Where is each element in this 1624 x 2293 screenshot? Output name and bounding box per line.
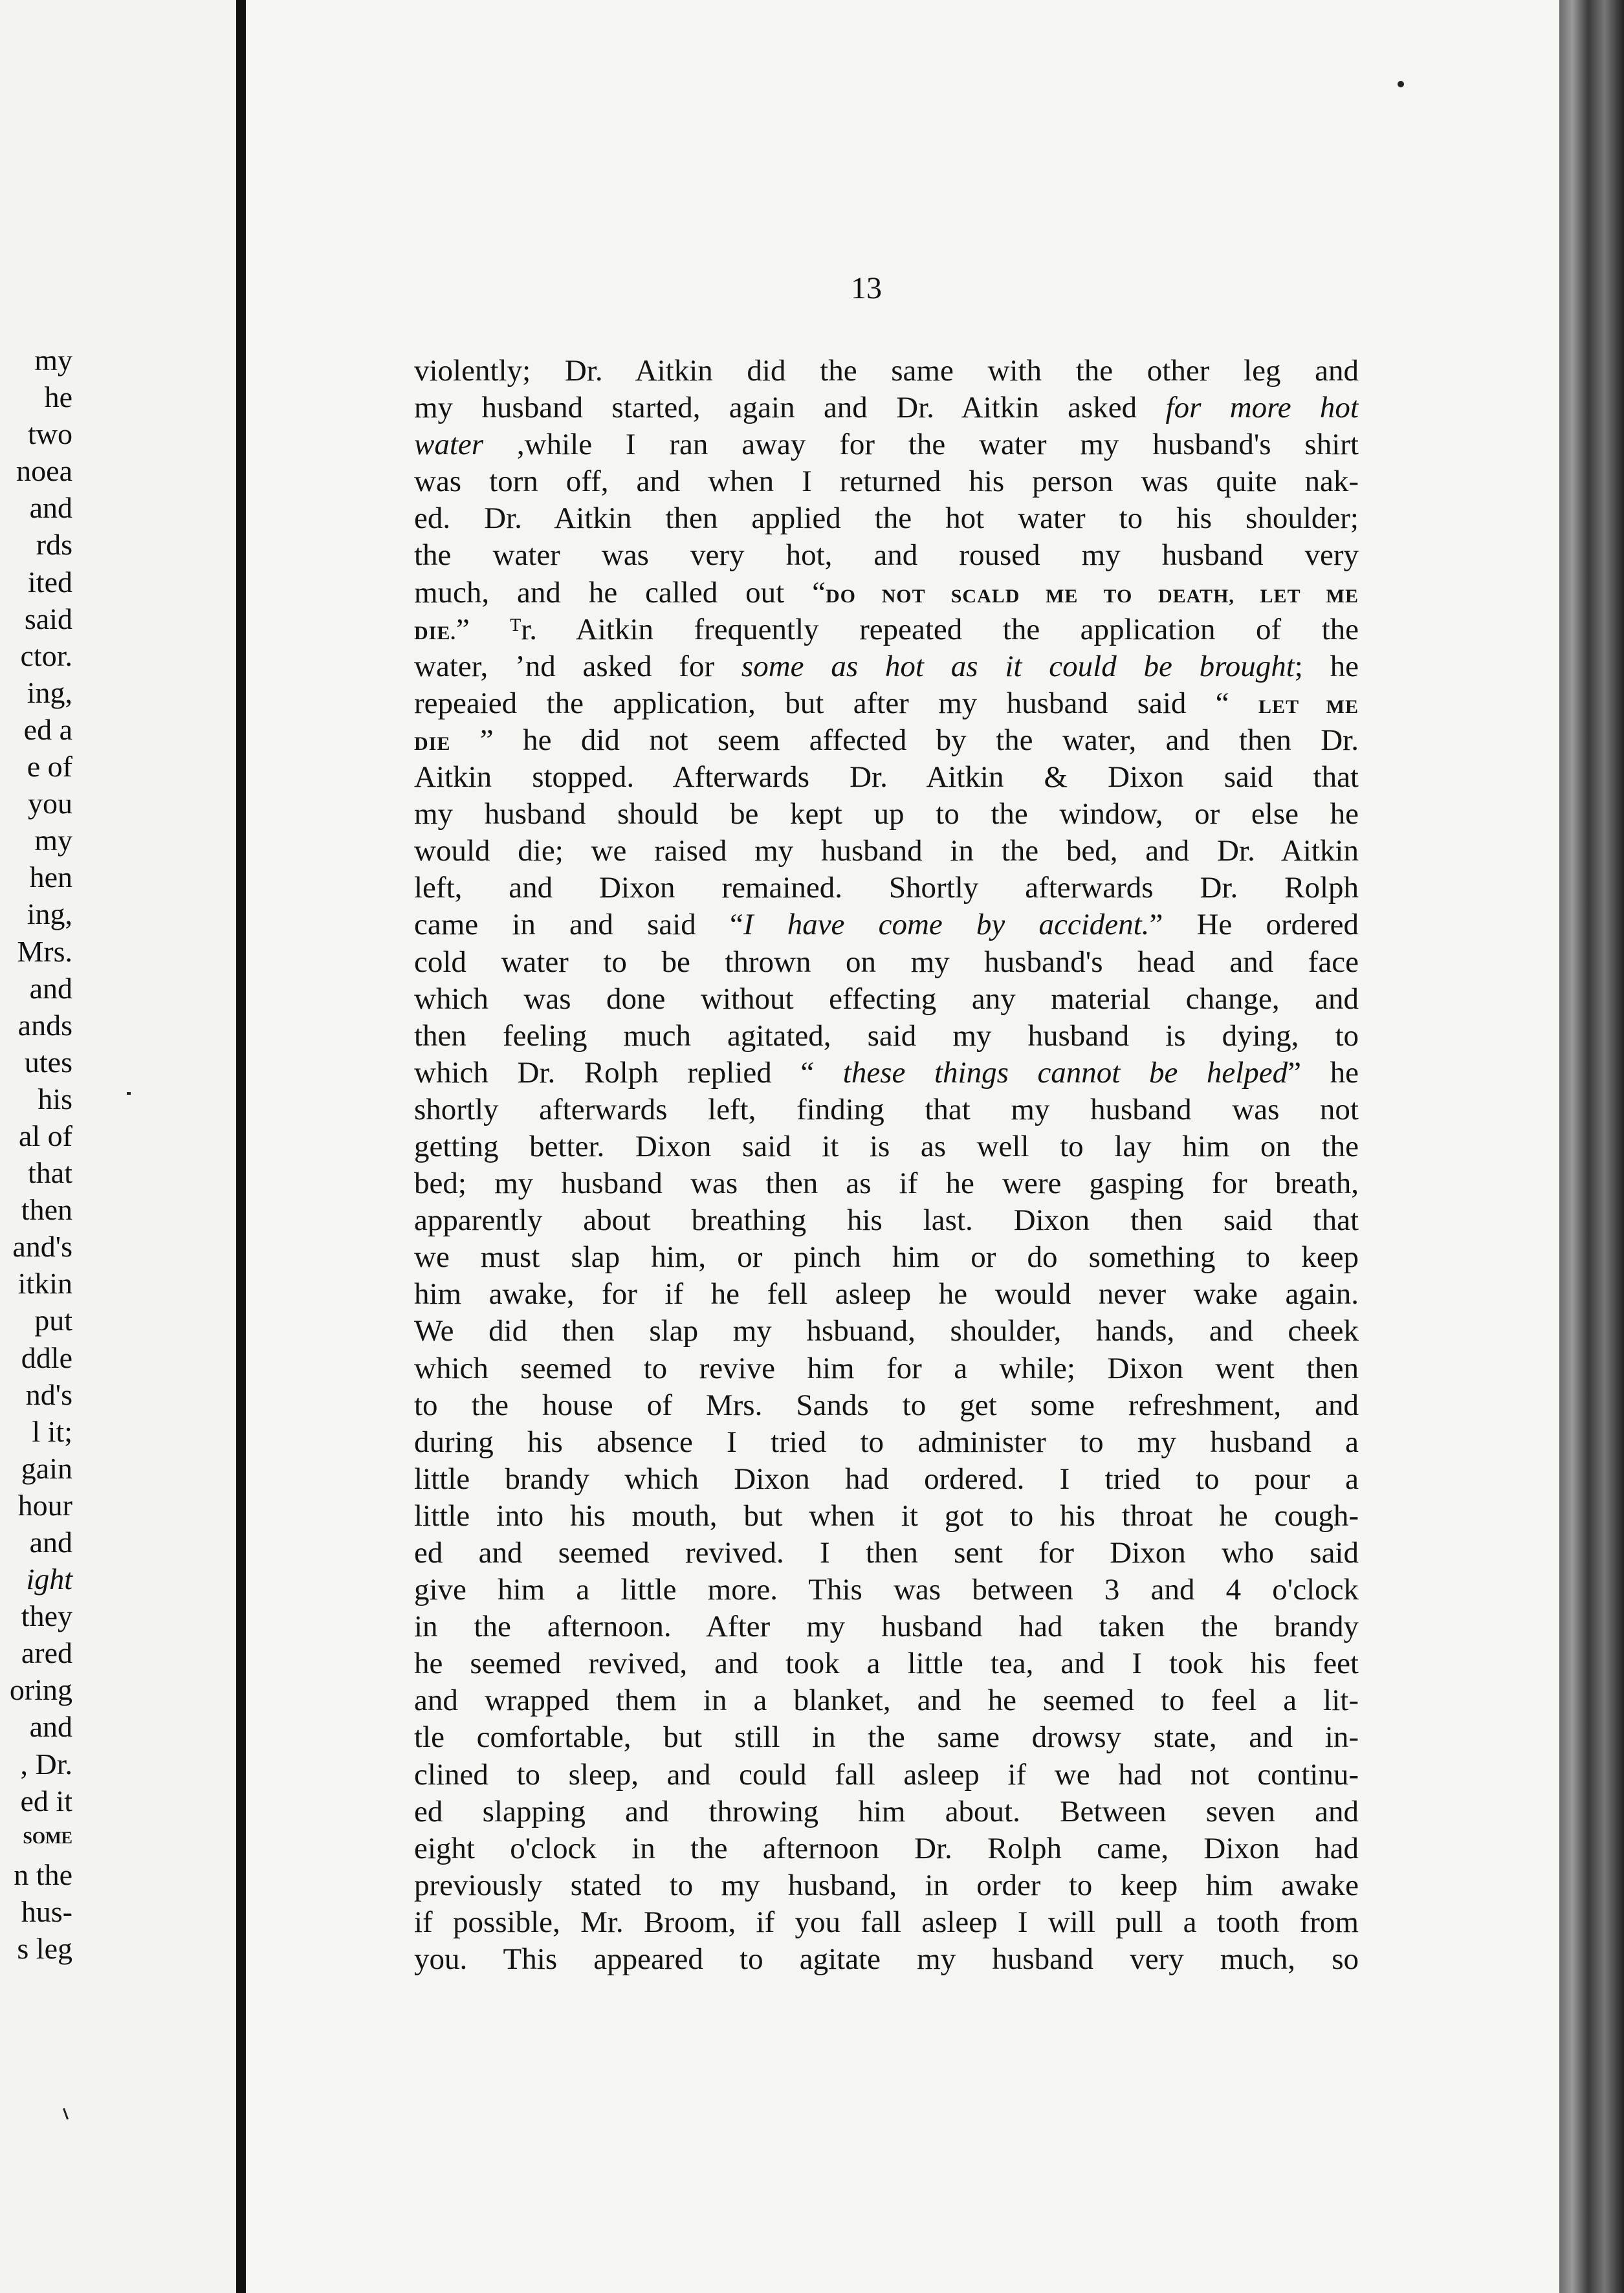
text-segment: water, ʼnd asked for [414,649,741,683]
left-page-line: ands [17,1008,72,1042]
left-facing-page [0,0,236,2293]
text-line [414,500,1359,537]
text-line [414,1867,1359,1904]
left-page-line: utes [24,1045,72,1079]
left-page-line: ing, [27,675,72,709]
left-page-line: oring [9,1673,72,1707]
left-page-line: ed a [23,712,72,746]
italic-phrase: these things cannot be helped [842,1055,1288,1090]
left-page-line: gain [21,1451,72,1485]
text-segment: left, and Dixon remained. Shortly afterwards Dr. Rolph [414,871,1359,905]
text-segment: ” he did not seem affected by the water, and then Dr. [450,723,1359,757]
left-page-line: two [28,417,72,451]
left-page-line: they [21,1599,72,1633]
left-page-line: al of [18,1119,72,1152]
left-page-line: you [28,787,72,820]
left-page-line: s leg [17,1932,72,1966]
text-segment: which was done without effecting any material change, and [414,982,1359,1016]
page-number: 13 [851,271,882,305]
left-page-line: ited [28,565,72,598]
text-line [414,1535,1359,1572]
text-segment: which Dr. Rolph replied “ [414,1055,843,1090]
text-line [414,1645,1359,1682]
text-segment: Aitkin stopped. Afterwards Dr. Aitkin & Dixon said that [414,760,1359,795]
text-line [414,1941,1359,1978]
text-segment: ,while I ran away for the water my husband's shirt [483,428,1359,462]
left-page-line: hour [17,1488,72,1522]
text-segment: ” he [1288,1055,1359,1090]
small-caps-phrase: DIE. [414,622,456,644]
text-line [414,870,1359,906]
text-line [414,537,1359,574]
left-page-line: SOME [23,1828,72,1847]
text-segment: ed and seemed revived. I then sent for Dixon who said [414,1536,1359,1570]
text-segment: little into his mouth, but when it got to his throat he cough- [414,1498,1359,1533]
text-line [414,722,1359,759]
text-line [414,1682,1359,1719]
left-page-line: Mrs. [17,934,72,968]
text-segment: tle comfortable, but still in the same drowsy state, and in- [414,1720,1359,1755]
text-line [414,1350,1359,1387]
text-segment: you. This appeared to agitate my husband very much, so [414,1942,1359,1977]
text-line [414,1794,1359,1830]
text-line [414,426,1359,463]
left-page-line: noea [16,454,72,488]
left-page-line: ctor. [20,639,72,672]
text-line [414,1018,1359,1055]
text-segment: ed slapping and throwing him about. Between seven and [414,1794,1359,1828]
text-segment: was torn off, and when I returned his person was quite nak- [414,465,1359,499]
text-segment: cold water to be thrown on my husband's head and face [414,945,1359,979]
text-segment: the water was very hot, and roused my husband very [414,538,1359,573]
text-line [414,648,1359,685]
text-segment: in the afternoon. After my husband had taken the brandy [414,1610,1359,1644]
left-page-line: ight [26,1563,72,1596]
left-page-line: my [34,344,72,377]
text-line [414,1498,1359,1535]
text-line [414,575,1359,611]
text-line [414,981,1359,1018]
left-page-line: rds [36,528,72,562]
text-segment: my husband started, again and Dr. Aitkin asked [414,391,1166,425]
text-segment: my husband should be kept up to the window, or else he [414,797,1359,831]
left-page-line: and [29,971,72,1005]
text-line [414,463,1359,500]
text-line [414,1276,1359,1313]
left-page-text-fragments [0,342,72,1967]
left-page-line: hen [29,861,72,894]
text-line [414,1424,1359,1461]
text-line [414,1757,1359,1794]
text-segment: ed. Dr. Aitkin then applied the hot water to his shoulder; [414,501,1359,536]
left-page-line: , Dr. [20,1747,72,1781]
text-line [414,389,1359,426]
text-line [414,1092,1359,1128]
left-page-line: then [21,1193,72,1227]
text-line [414,1608,1359,1645]
text-line [414,1461,1359,1498]
text-line [414,1830,1359,1867]
text-segment: ; he [1294,649,1359,683]
small-caps-phrase: DO NOT SCALD ME TO DEATH, LET ME [825,585,1359,607]
italic-phrase: water [414,428,484,462]
left-page-line: itkin [17,1267,72,1300]
text-line [414,1572,1359,1608]
text-segment: clined to sleep, and could fall asleep if we had not continu- [414,1757,1359,1792]
text-segment: little brandy which Dixon had ordered. I tried to pour a [414,1462,1359,1496]
left-page-line: and [29,491,72,525]
text-segment: and wrapped them in a blanket, and he seemed to feel a lit- [414,1684,1359,1718]
italic-phrase: for more hot [1165,391,1359,425]
text-segment: would die; we raised my husband in the bed, and Dr. Aitkin [414,834,1359,868]
text-segment: ” He ordered [1149,908,1359,942]
left-page-line: nd's [25,1377,72,1411]
text-line [414,1055,1359,1092]
left-page-line: he [44,380,72,414]
body-text [414,353,1359,1978]
left-page-line: his [38,1082,72,1115]
page-edge-shadow [1559,0,1624,2293]
text-segment: bed; my husband was then as if he were gasping for breath, [414,1167,1359,1201]
text-segment: violently; Dr. Aitkin did the same with the other leg and [414,354,1359,388]
text-segment: he seemed revived, and took a little tea, and I took his feet [414,1647,1359,1681]
text-segment: came in and said “ [414,908,743,942]
text-segment: then feeling much agitated, said my husband is dying, to [414,1018,1359,1053]
text-line [414,1719,1359,1756]
left-page-line: hus- [21,1894,72,1928]
left-page-line: my [34,824,72,857]
text-segment: him awake, for if he fell asleep he would never wake again. [414,1277,1359,1311]
text-line [414,685,1359,722]
text-segment: ” ᵀr. Aitkin frequently repeated the application of the [455,612,1359,646]
left-page-line: l it; [32,1414,72,1448]
text-line [414,353,1359,389]
left-page-ink-mark [127,1092,131,1095]
text-segment: apparently about breathing his last. Dixon then said that [414,1203,1359,1238]
left-page-line: ddle [21,1341,72,1374]
text-segment: getting better. Dixon said it is as well to lay him on the [414,1129,1359,1163]
left-page-line: n the [14,1858,72,1891]
text-segment: shortly afterwards left, finding that my husband was not [414,1092,1359,1126]
text-segment: We did then slap my hsbuand, shoulder, hands, and cheek [414,1314,1359,1348]
text-line [414,1387,1359,1424]
text-segment: repeaied the application, but after my husband said “ [414,686,1259,720]
text-line [414,759,1359,796]
left-page-line: put [34,1304,72,1337]
left-page-ink-mark [63,2108,69,2120]
text-line [414,1239,1359,1276]
text-line [414,906,1359,943]
left-page-line: that [28,1156,72,1190]
left-page-line: and [29,1526,72,1559]
text-segment: much, and he called out “ [414,575,826,609]
small-caps-phrase: DIE [414,732,451,754]
text-line [414,833,1359,870]
left-page-line: and [29,1710,72,1744]
text-line [414,1165,1359,1202]
text-line [414,944,1359,981]
text-segment: give him a little more. This was between 3 and 4 o'clock [414,1573,1359,1607]
text-segment: to the house of Mrs. Sands to get some refreshment, and [414,1388,1359,1422]
left-page-line: e of [27,750,72,784]
italic-phrase: I have come by accident. [743,908,1150,942]
left-page-line: said [24,602,72,635]
italic-phrase: some as hot as it could be brought [741,649,1295,683]
book-gutter [236,0,246,2293]
small-caps-phrase: LET ME [1258,696,1359,718]
text-line [414,1202,1359,1239]
text-segment: during his absence I tried to administer to my husband a [414,1425,1359,1459]
left-page-line: and's [12,1230,72,1264]
text-line [414,1904,1359,1941]
text-segment: which seemed to revive him for a while; Dixon went then [414,1351,1359,1385]
text-segment: eight o'clock in the afternoon Dr. Rolph came, Dixon had [414,1831,1359,1865]
text-line [414,611,1359,648]
text-segment: we must slap him, or pinch him or do something to keep [414,1240,1359,1275]
text-line [414,1313,1359,1350]
text-segment: if possible, Mr. Broom, if you fall asleep I will pull a tooth from [414,1905,1359,1939]
ink-dot [1398,81,1404,87]
left-page-line: ared [21,1636,72,1670]
left-page-line: ed it [20,1784,72,1817]
left-page-line: ing, [27,897,72,931]
text-line [414,1128,1359,1165]
text-segment: previously stated to my husband, in order to keep him awake [414,1868,1359,1902]
text-line [414,796,1359,833]
